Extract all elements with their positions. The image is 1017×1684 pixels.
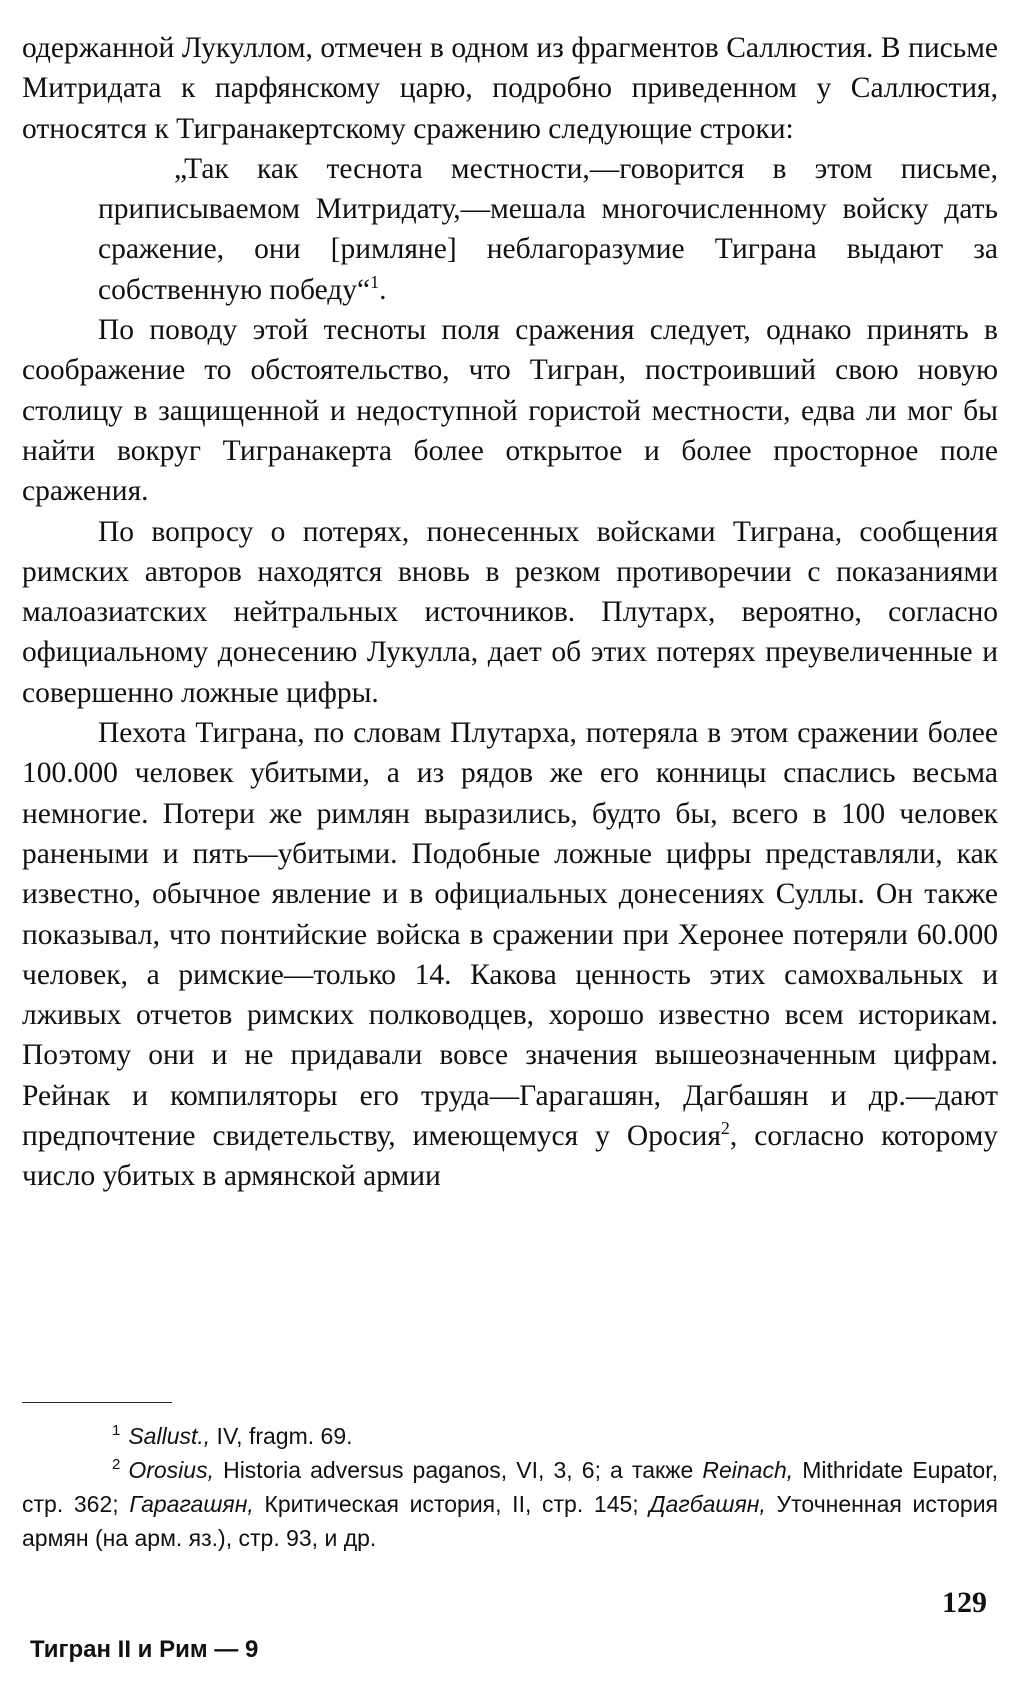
footnote-ref-1: 1 (370, 271, 380, 292)
footnote-1-number: 1 (112, 1422, 121, 1440)
quote-mithridates-letter (98, 149, 998, 310)
printer-signature: Тигран II и Рим — 9 (30, 1636, 259, 1663)
footnote-2 (22, 1453, 998, 1555)
footnote-1-author: Sallust., (128, 1423, 211, 1449)
page-body (22, 28, 998, 1197)
footnote-2-text-1: Historia adversus paganos, VI, 3, 6; а также (213, 1457, 703, 1483)
footnote-2-author-3: Гарагашян, (129, 1491, 254, 1517)
footnote-2-text-2: Mithridate Eupator, стр. 362; (22, 1457, 998, 1517)
paragraph-2: По поводу этой тесноты поля сражения следует, однако принять в соображение то обстоятельство, что Тигран, построивший свою новую столицу в защищенной и недоступной гористой местности, едва ли мог бы найти вокруг Тигранакерта более открытое и более просторное поле сражения. (22, 314, 998, 508)
footnote-2-author: Orosius, (128, 1457, 214, 1483)
paragraph-4-text-b: , согласно которому число убитых в армянской армии (22, 1120, 998, 1193)
footnote-2-text-4: Уточненная история армян (на арм. яз.), стр. 93, и др. (22, 1491, 998, 1551)
footnote-1 (22, 1419, 998, 1453)
paragraph-4-text-a: Пехота Тиграна, по словам Плутарха, потеряла в этом сражении более 100.000 человек убитыми, а из рядов же его конницы спаслись весьма немногие. Потери же римлян выразились, будто бы, всего в 100 человек ранеными и пять—убитыми. Подобные ложные цифры представляли, как известно, обычное явление и в официальных донесениях Суллы. Он также показывал, что понтийские войска в сражении при Херонее потеряли 60.000 человек, а римские—только 14. Какова ценность этих самохвальных и лживых отчетов римских полководцев, хорошо известно всем историкам. Поэтому они и не придавали вовсе значения вышеозначенным цифрам. Рейнак и компиляторы его труда—Гарагашян, Дагбашян и др.—дают предпочтение свидетельству, имеющемуся у Оросия (22, 717, 998, 1153)
footnote-2-author-4: Дагбашян, (649, 1491, 766, 1517)
footnote-2-author-2: Reinach, (702, 1457, 794, 1483)
quote-end: . (379, 273, 387, 306)
footnote-1-text: IV, fragm. 69. (210, 1423, 353, 1449)
page-number: 129 (942, 1586, 987, 1619)
footnote-divider (22, 1402, 172, 1403)
footnote-2-text-3: Критическая история, II, стр. 145; (253, 1491, 650, 1517)
paragraph-3: По вопросу о потерях, понесенных войсками Тиграна, сообщения римских авторов находятся вновь в резком противоречии с показаниями малоазиатских нейтральных источников. Плутарх, вероятно, согласно официальному донесению Лукулла, дает об этих потерях преувеличенные и совершенно ложные цифры. (22, 515, 998, 709)
quote-text: „Так как теснота местности,—говорится в этом письме, приписываемом Митридату,—мешала многочисленному войску дать сражение, они [римляне] неблагоразумие Тиграна выдают за собственную победу“ (98, 152, 998, 306)
footnote-ref-2: 2 (720, 1118, 730, 1139)
footnotes (22, 1402, 998, 1555)
paragraph-4 (22, 713, 998, 1197)
paragraph-1: одержанной Лукуллом, отмечен в одном из фрагментов Саллюстия. В письме Митридата к парфянскому царю, подробно приведенном у Саллюстия, относятся к Тигранакертскому сражению следующие строки: (22, 32, 998, 145)
footnote-2-number: 2 (112, 1456, 121, 1474)
